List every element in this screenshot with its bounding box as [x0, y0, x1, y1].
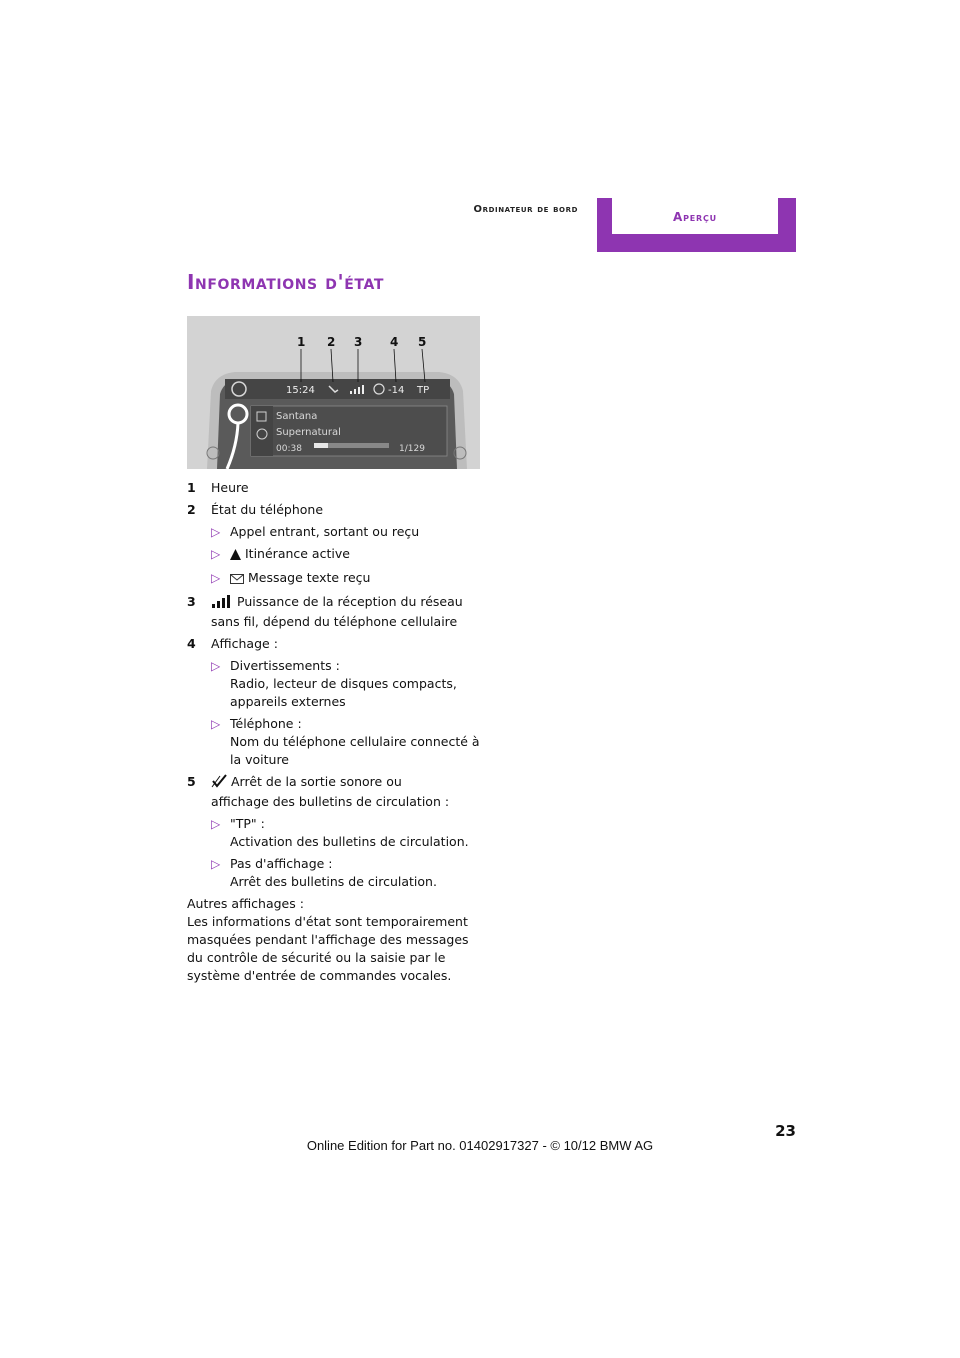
sub-item [211, 569, 487, 589]
bullet-arrow-icon: ▷ [211, 659, 221, 673]
figure-track-line1: Santana [276, 411, 318, 422]
figure-elapsed: 00:38 [276, 444, 302, 454]
figure-phone-temp: -14 [388, 385, 405, 396]
list-item [187, 593, 487, 631]
callout-5: 5 [418, 335, 427, 349]
sub-item [211, 715, 487, 769]
list-item [187, 501, 487, 519]
mute-check-icon [211, 774, 227, 793]
callout-2: 2 [327, 335, 336, 349]
item-number: 5 [187, 774, 196, 789]
other-displays-paragraph [187, 895, 487, 985]
list-item [187, 479, 487, 497]
sub-item-text: Appel entrant, sortant ou reçu [230, 524, 420, 539]
sub-item-detail: Arrêt des bulletins de circulation. [230, 874, 437, 889]
chapter-label: Aperçu [612, 198, 778, 234]
sub-item-detail: Nom du téléphone cellulaire connecté à la voiture [230, 734, 480, 767]
item-number: 4 [187, 636, 196, 651]
figure-track-count: 1/129 [399, 444, 425, 454]
status-display-figure [187, 316, 480, 469]
sub-item-text: Divertissements : [230, 658, 340, 673]
other-title: Autres affichages : [187, 896, 304, 911]
status-items-list [187, 479, 487, 985]
bullet-arrow-icon: ▷ [211, 817, 221, 831]
sub-item [211, 855, 487, 891]
bullet-arrow-icon: ▷ [211, 571, 221, 585]
sub-item [211, 657, 487, 711]
figure-time: 15:24 [286, 385, 315, 396]
list-item [187, 635, 487, 653]
header-chapter-tab [597, 198, 796, 252]
sub-item-detail: Activation des bulletins de circulation. [230, 834, 469, 849]
item-text: Heure [211, 480, 249, 495]
callout-3: 3 [354, 335, 363, 349]
item-text: Arrêt de la sortie sonore ou [231, 774, 402, 789]
sub-item [211, 815, 487, 851]
page-number: 23 [775, 1122, 796, 1140]
figure-progress-fill [314, 443, 328, 448]
other-text: Les informations d'état sont temporairement masquées pendant l'affichage des messages du contrôle de sécurité ou la saisie par le système d'entrée de commandes vocales. [187, 914, 469, 983]
item-text: État du téléphone [211, 502, 324, 517]
sub-item-text: "TP" : [230, 816, 265, 831]
sub-item [211, 545, 487, 565]
callout-1: 1 [297, 335, 306, 349]
figure-track-line2: Supernatural [276, 427, 341, 438]
item-number: 1 [187, 480, 196, 495]
page-title: Informations d'état [187, 270, 384, 294]
callout-4: 4 [390, 335, 399, 349]
item-number: 2 [187, 502, 196, 517]
footer-edition: Online Edition for Part no. 01402917327 - © 10/12 BMW AG [306, 1138, 654, 1153]
bullet-arrow-icon: ▷ [211, 717, 221, 731]
status-display-illustration [187, 316, 480, 469]
sub-item-text: Pas d'affichage : [230, 856, 333, 871]
item-number: 3 [187, 594, 196, 609]
item-text-continued: affichage des bulletins de circulation : [211, 794, 450, 809]
list-item [187, 773, 487, 811]
figure-tp: TP [417, 385, 430, 396]
signal-strength-icon [211, 595, 233, 613]
sub-item-text: Téléphone : [230, 716, 302, 731]
sub-item-text: Message texte reçu [248, 570, 371, 585]
bullet-arrow-icon: ▷ [211, 525, 221, 539]
sub-item [211, 523, 487, 541]
bullet-arrow-icon: ▷ [211, 547, 221, 561]
item-text: Puissance de la réception du réseau sans fil, dépend du téléphone cellulaire [211, 594, 463, 629]
roaming-triangle-icon [230, 547, 241, 565]
envelope-icon [230, 571, 244, 589]
item-text: Affichage : [211, 636, 278, 651]
sub-item-text: Itinérance active [245, 546, 350, 561]
sub-item-detail: Radio, lecteur de disques compacts, appareils externes [230, 676, 457, 709]
header-section-label: Ordinateur de bord [473, 204, 578, 215]
bullet-arrow-icon: ▷ [211, 857, 221, 871]
